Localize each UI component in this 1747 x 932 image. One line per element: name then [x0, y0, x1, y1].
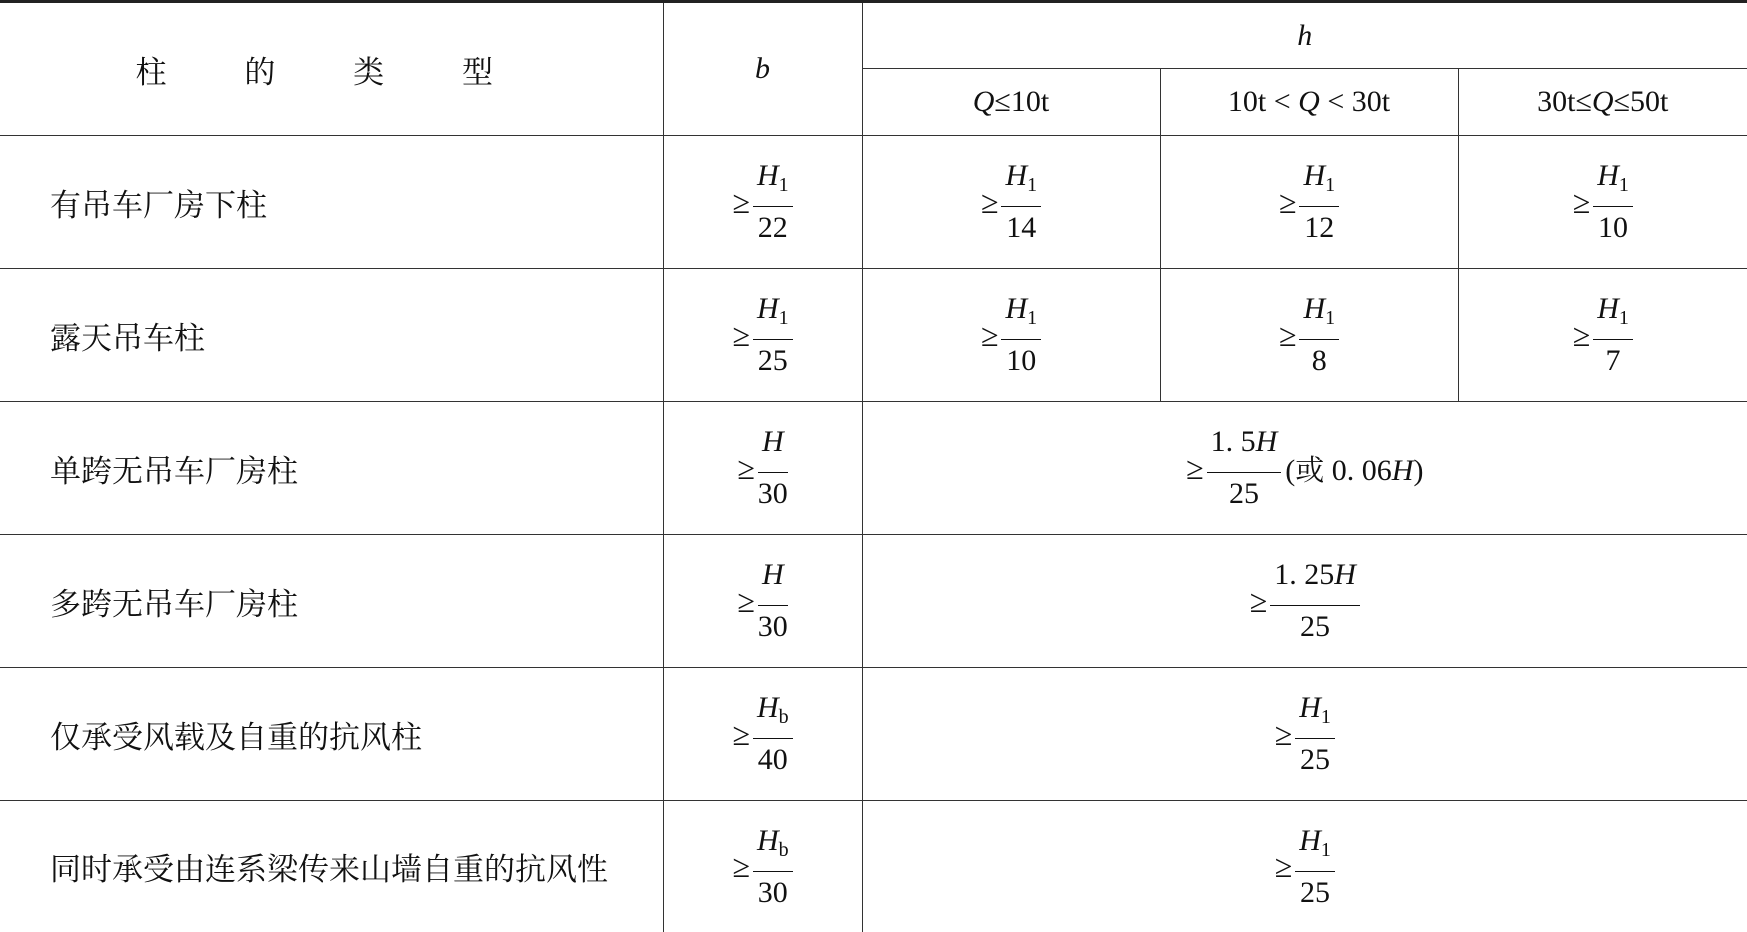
- relation-sign: ≥: [732, 183, 750, 220]
- formula: [732, 690, 792, 778]
- table-row: [0, 535, 1747, 668]
- numerator: [1295, 690, 1335, 738]
- numerator: [1001, 291, 1041, 339]
- b-cell: [663, 269, 862, 402]
- fraction: [1299, 158, 1339, 246]
- numerator: [753, 690, 793, 738]
- paren-close: ): [1413, 453, 1424, 487]
- alternative-formula: [1285, 448, 1423, 489]
- denominator: 10: [1598, 211, 1629, 244]
- variable: H: [1303, 292, 1326, 325]
- b-cell: [663, 402, 862, 535]
- numerator: [1001, 158, 1041, 206]
- formula: [1279, 158, 1339, 246]
- formula: [1275, 823, 1335, 911]
- denominator: 30: [757, 477, 788, 510]
- formula: [1573, 291, 1633, 379]
- fraction: [1207, 424, 1282, 512]
- table-row: [0, 402, 1747, 535]
- subscript: 1: [1320, 706, 1331, 728]
- relation-sign: ≥: [1572, 316, 1591, 353]
- denominator: 7: [1605, 344, 1621, 377]
- relation-sign: ≥: [737, 449, 755, 486]
- h-merged-cell: [862, 801, 1747, 932]
- numerator: [1270, 557, 1360, 605]
- fraction: [1295, 823, 1335, 911]
- variable: H: [756, 823, 779, 857]
- numerator: [753, 158, 793, 206]
- column-type-header: 柱 的 类 型: [0, 2, 663, 136]
- column-type-cell: 露天吊车柱: [0, 269, 663, 402]
- column-type-cell: 同时承受由连系梁传来山墙自重的抗风性: [0, 801, 663, 932]
- fraction: [1295, 690, 1335, 778]
- relation-sign: ≥: [980, 316, 999, 353]
- h-cell: [1160, 269, 1458, 402]
- denominator: 22: [757, 211, 788, 244]
- subscript: 1: [778, 174, 789, 196]
- denominator: 12: [1304, 211, 1335, 244]
- variable: H: [1299, 691, 1321, 724]
- variable: H: [1597, 292, 1619, 325]
- formula: [732, 158, 792, 246]
- numerator: [1593, 158, 1633, 206]
- subheader-prefix: 30t≤: [1537, 85, 1592, 118]
- numerator: [753, 823, 793, 871]
- subscript: 1: [1325, 174, 1336, 196]
- subscript: 1: [1320, 838, 1331, 861]
- formula: [1275, 690, 1335, 778]
- h-merged-cell: [862, 535, 1747, 668]
- formula: [737, 424, 788, 512]
- table-row: [0, 668, 1747, 801]
- relation-sign: ≥: [732, 316, 750, 353]
- denominator: 25: [1300, 743, 1331, 776]
- fraction: [1593, 158, 1633, 246]
- relation-sign: ≥: [1186, 449, 1204, 486]
- fraction: [753, 158, 793, 246]
- fraction: [1593, 291, 1633, 379]
- subheader-var: Q: [1298, 85, 1320, 118]
- subscript: 1: [778, 307, 789, 329]
- formula: [732, 291, 792, 379]
- denominator: 30: [757, 610, 788, 643]
- h-subheader-q-30-50t: [1458, 69, 1747, 136]
- fraction: [753, 823, 793, 911]
- formula: [1186, 424, 1423, 512]
- relation-sign: ≥: [980, 183, 999, 220]
- h-cell: [862, 269, 1160, 402]
- b-cell: [663, 535, 862, 668]
- b-cell: [663, 668, 862, 801]
- relation-sign: ≥: [737, 582, 755, 619]
- denominator: 10: [1006, 344, 1037, 377]
- h-merged-cell: [862, 668, 1747, 801]
- column-type-cell: 多跨无吊车厂房柱: [0, 535, 663, 668]
- formula: [732, 823, 792, 911]
- fraction: [1270, 557, 1360, 645]
- denominator: 25: [1300, 875, 1331, 909]
- denominator: 25: [1228, 477, 1259, 510]
- relation-sign: ≥: [732, 848, 750, 884]
- relation-sign: ≥: [1278, 183, 1297, 220]
- numerator: [1299, 158, 1339, 206]
- relation-sign: ≥: [1274, 715, 1293, 752]
- table-row: [0, 136, 1747, 269]
- fraction: [758, 424, 788, 512]
- coefficient: 1. 25: [1274, 558, 1335, 591]
- variable: H: [1299, 823, 1321, 857]
- denominator: 30: [757, 875, 788, 909]
- variable: H: [1597, 159, 1619, 192]
- subscript: 1: [1027, 174, 1038, 196]
- variable: H: [1255, 425, 1278, 458]
- h-cell: [1458, 269, 1747, 402]
- b-header: b: [663, 2, 862, 136]
- h-subheader-q-le-10t: [862, 69, 1160, 136]
- h-cell: [1160, 136, 1458, 269]
- denominator: 14: [1006, 211, 1037, 244]
- subscript: 1: [1618, 307, 1629, 329]
- variable: H: [1391, 453, 1414, 487]
- formula: [737, 557, 788, 645]
- variable: H: [761, 425, 784, 458]
- variable: H: [756, 159, 779, 192]
- formula: [1573, 158, 1633, 246]
- fraction: [753, 291, 793, 379]
- variable: H: [1005, 292, 1028, 325]
- denominator: 8: [1311, 344, 1327, 377]
- or-word: 或: [1295, 452, 1325, 487]
- relation-sign: ≥: [1572, 183, 1591, 220]
- numerator: [1593, 291, 1633, 339]
- denominator: 25: [1300, 610, 1331, 643]
- subheader-relation: ≤50t: [1613, 85, 1669, 118]
- subheader-var: Q: [1591, 85, 1614, 118]
- b-cell: [663, 801, 862, 932]
- h-cell: [1458, 136, 1747, 269]
- subscript: 1: [1027, 307, 1038, 329]
- fraction: [1299, 291, 1339, 379]
- numerator: [1207, 424, 1282, 472]
- fraction: [1001, 158, 1041, 246]
- table-row: [0, 269, 1747, 402]
- formula: [1279, 291, 1339, 379]
- denominator: 25: [757, 344, 788, 377]
- denominator: 40: [757, 743, 788, 776]
- variable: H: [761, 558, 784, 591]
- h-cell: [862, 136, 1160, 269]
- subheader-var: Q: [972, 85, 995, 118]
- column-type-cell: 有吊车厂房下柱: [0, 136, 663, 269]
- subheader-relation: < 30t: [1319, 85, 1391, 118]
- coefficient: 1. 5: [1210, 425, 1256, 458]
- subscript: 1: [1325, 307, 1336, 329]
- subheader-relation: ≤10t: [994, 85, 1050, 118]
- relation-sign: ≥: [1274, 848, 1293, 884]
- numerator: [758, 557, 788, 605]
- subheader-prefix: 10t <: [1227, 85, 1299, 118]
- h-subheader-q-10-30t: [1160, 69, 1458, 136]
- header-row: [0, 2, 1747, 69]
- formula: [981, 158, 1041, 246]
- numerator: [1299, 291, 1339, 339]
- paren-open: (: [1285, 453, 1296, 487]
- fraction: [1001, 291, 1041, 379]
- formula: [1250, 557, 1360, 645]
- h-header: h: [862, 2, 1747, 69]
- subscript: 1: [1618, 174, 1629, 196]
- formula: [981, 291, 1041, 379]
- subscript: b: [778, 706, 789, 728]
- b-cell: [663, 136, 862, 269]
- table-row: [0, 801, 1747, 932]
- variable: H: [756, 292, 779, 325]
- column-type-cell: 仅承受风载及自重的抗风柱: [0, 668, 663, 801]
- variable: H: [1303, 159, 1326, 192]
- fraction: [758, 557, 788, 645]
- variable: H: [1005, 159, 1028, 192]
- column-type-cell: 单跨无吊车厂房柱: [0, 402, 663, 535]
- numerator: [753, 291, 793, 339]
- coefficient: 0. 06: [1324, 453, 1392, 487]
- relation-sign: ≥: [1249, 582, 1268, 619]
- variable: H: [1334, 558, 1356, 591]
- subscript: b: [778, 838, 789, 861]
- relation-sign: ≥: [1278, 316, 1297, 353]
- fraction: [753, 690, 793, 778]
- numerator: [758, 424, 788, 472]
- relation-sign: ≥: [732, 715, 750, 752]
- h-merged-cell: [862, 402, 1747, 535]
- numerator: [1295, 823, 1335, 871]
- variable: H: [756, 691, 779, 724]
